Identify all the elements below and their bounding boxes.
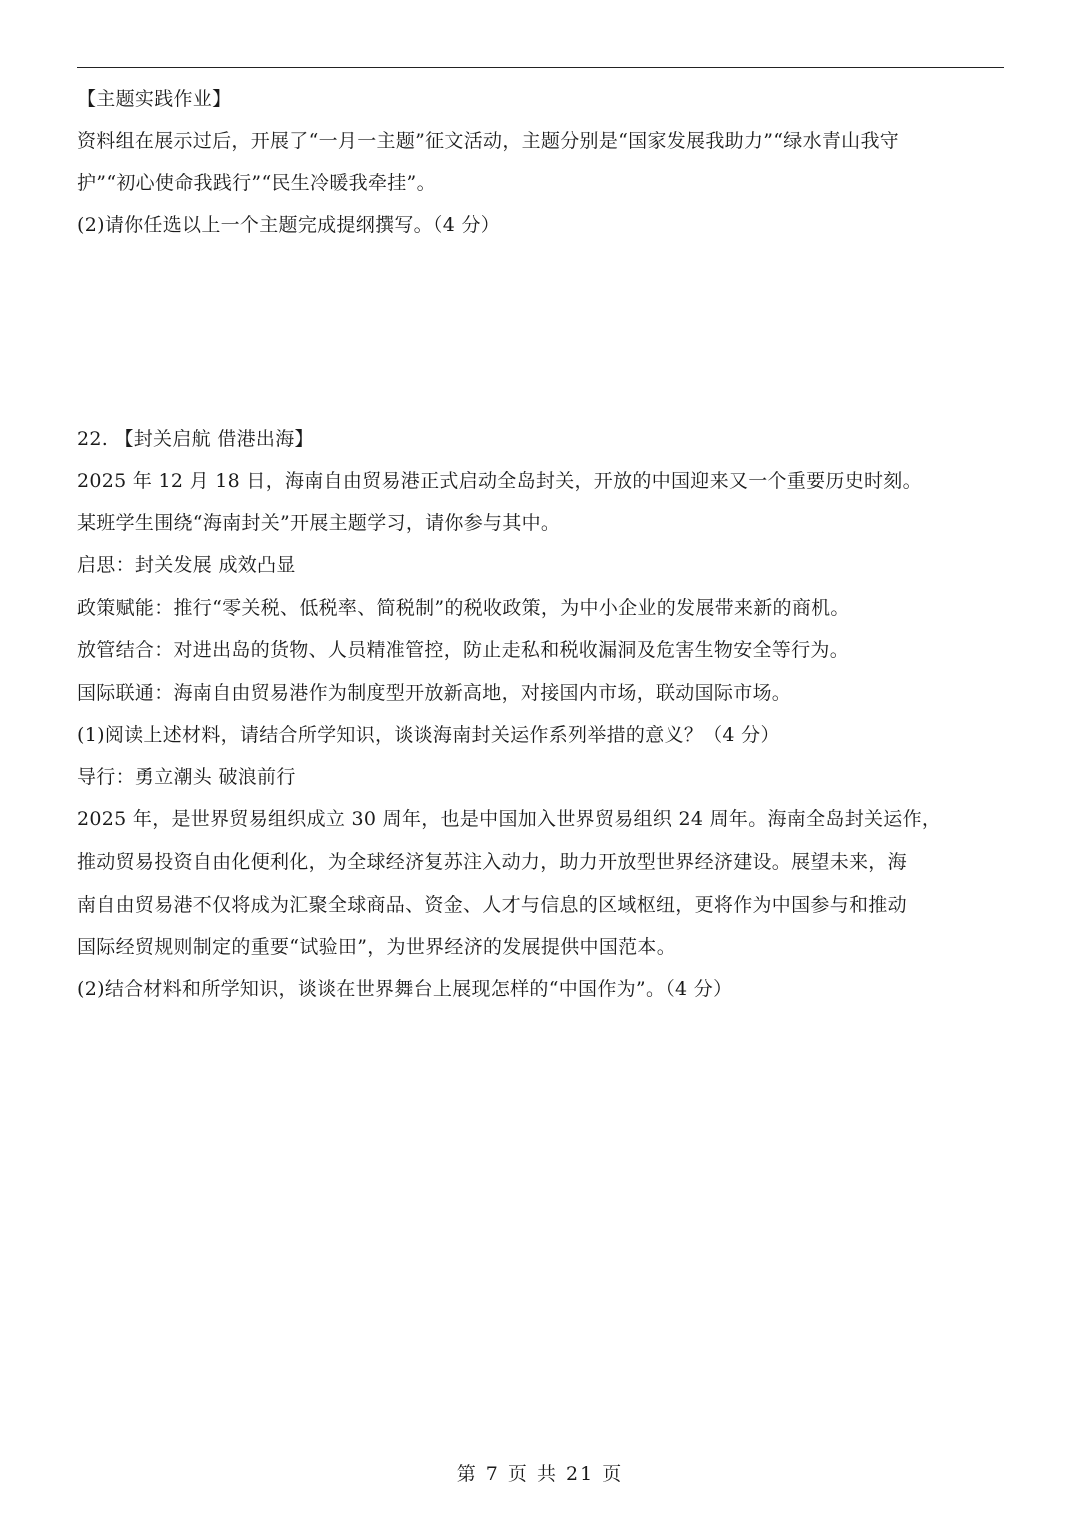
practice-question-2: (2)请你任选以上一个主题完成提纲撰写。（4 分） [77, 214, 501, 236]
q22-intro-line-1: 2025 年 12 月 18 日，海南自由贸易港正式启动全岛封关，开放的中国迎来又一个重要历史时刻。 [77, 470, 922, 492]
q22-intro-line-2: 某班学生围绕“海南封关”开展主题学习，请你参与其中。 [77, 512, 561, 534]
q22-question-1: (1)阅读上述材料，请结合所学知识，谈谈海南封关运作系列举措的意义？（4 分） [77, 724, 780, 746]
practice-paragraph-line-2: 护”“初心使命我践行”“民生冷暖我牵挂”。 [77, 172, 436, 194]
q22-paragraph-2-line-4: 国际经贸规则制定的重要“试验田”，为世界经济的发展提供中国范本。 [77, 936, 677, 958]
practice-paragraph-line-1: 资料组在展示过后，开展了“一月一主题”征文活动，主题分别是“国家发展我助力”“绿水青山我守 [77, 130, 900, 152]
q22-item-control: 放管结合：对进出岛的货物、人员精准管控，防止走私和税收漏洞及危害生物安全等行为。 [77, 639, 850, 661]
q22-paragraph-2-line-2: 推动贸易投资自由化便利化，为全球经济复苏注入动力，助力开放型世界经济建设。展望未来，海 [77, 851, 907, 873]
q22-question-2: (2)结合材料和所学知识，谈谈在世界舞台上展现怎样的“中国作为”。（4 分） [77, 978, 733, 1000]
q22-item-policy: 政策赋能：推行“零关税、低税率、简税制”的税收政策，为中小企业的发展带来新的商机。 [77, 597, 850, 619]
q22-item-connect: 国际联通：海南自由贸易港作为制度型开放新高地，对接国内市场，联动国际市场。 [77, 682, 792, 704]
q22-subsection-1-title: 启思：封关发展 成效凸显 [77, 554, 296, 576]
q22-paragraph-2-line-3: 南自由贸易港不仅将成为汇聚全球商品、资金、人才与信息的区域枢纽，更将作为中国参与和推动 [77, 894, 907, 916]
question-22-heading: 22. 【封关启航 借港出海】 [77, 428, 314, 450]
q22-paragraph-2-line-1: 2025 年，是世界贸易组织成立 30 周年，也是中国加入世界贸易组织 24 周年。海南全岛封关运作， [77, 808, 942, 830]
page-number: 第 7 页 共 21 页 [456, 1463, 624, 1485]
section-heading-practice: 【主题实践作业】 [77, 88, 232, 110]
top-rule [77, 67, 1004, 68]
q22-subsection-2-title: 导行：勇立潮头 破浪前行 [77, 766, 296, 788]
